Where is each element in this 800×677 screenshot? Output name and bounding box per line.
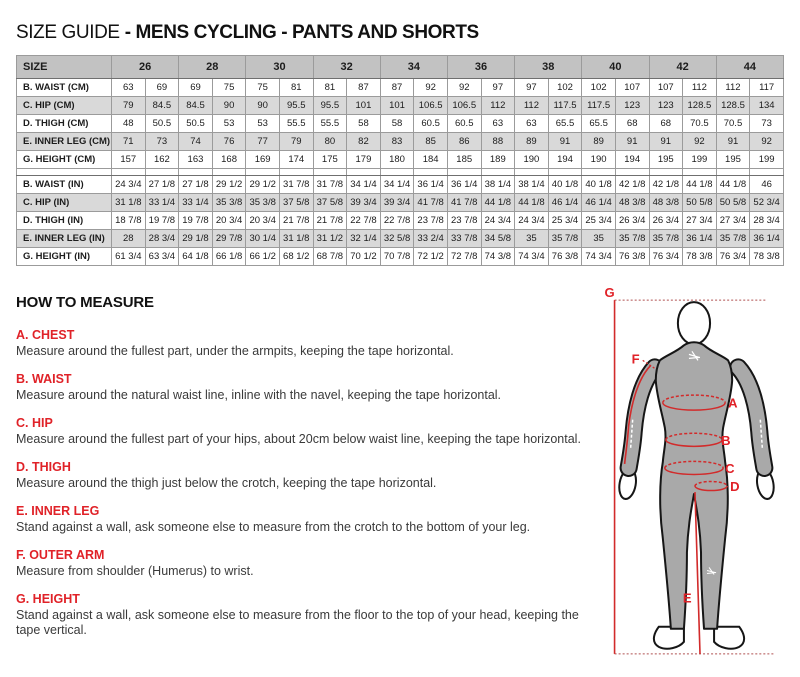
size-cell: 50 5/8: [716, 194, 750, 212]
figure-right-foot: [714, 627, 744, 649]
size-cell: 31 7/8: [279, 176, 313, 194]
diagram-label-g: G: [604, 285, 615, 301]
spacer-cell: [112, 169, 146, 176]
size-cell: 64 1/8: [179, 248, 213, 266]
size-cell: 174: [279, 151, 313, 169]
size-cell: 31 7/8: [313, 176, 347, 194]
row-label: D. THIGH (IN): [17, 212, 112, 230]
size-cell: 60.5: [414, 115, 448, 133]
size-cell: 74: [179, 133, 213, 151]
size-cell: 30 1/4: [246, 230, 280, 248]
size-cell: 107: [615, 79, 649, 97]
size-cell: 42 1/8: [615, 176, 649, 194]
size-cell: 185: [447, 151, 481, 169]
measure-heading: F. OUTER ARM: [16, 548, 105, 562]
table-row: [17, 151, 784, 169]
size-cell: 55.5: [313, 115, 347, 133]
table-row: [17, 212, 784, 230]
size-cell: 31 1/8: [112, 194, 146, 212]
size-cell: 60.5: [447, 115, 481, 133]
size-cell: 63: [112, 79, 146, 97]
measure-text: Measure around the thigh just below the crotch, keeping the tape horizontal.: [16, 476, 437, 490]
size-cell: 163: [179, 151, 213, 169]
size-cell: 72 7/8: [447, 248, 481, 266]
size-cell: 21 7/8: [313, 212, 347, 230]
size-cell: 81: [313, 79, 347, 97]
size-cell: 71: [112, 133, 146, 151]
size-cell: 123: [649, 97, 683, 115]
size-cell: 77: [246, 133, 280, 151]
size-cell: 36 1/4: [683, 230, 717, 248]
diagram-label-e: E: [682, 590, 692, 606]
size-cell: 97: [481, 79, 515, 97]
size-cell: 117.5: [548, 97, 582, 115]
size-cell: 41 7/8: [414, 194, 448, 212]
page-title: [16, 22, 479, 44]
size-col-header: 38: [515, 56, 582, 79]
size-cell: 112: [481, 97, 515, 115]
size-cell: 112: [515, 97, 549, 115]
size-cell: 97: [515, 79, 549, 97]
size-cell: 33 1/4: [179, 194, 213, 212]
size-col-header: 30: [246, 56, 313, 79]
size-cell: 91: [615, 133, 649, 151]
spacer-cell: [145, 169, 179, 176]
size-cell: 70.5: [683, 115, 717, 133]
size-col-header: 34: [380, 56, 447, 79]
spacer-cell: [481, 169, 515, 176]
figure-body: [656, 342, 732, 628]
spacer-cell: [380, 169, 414, 176]
size-cell: 28: [112, 230, 146, 248]
size-cell: 34 1/4: [380, 176, 414, 194]
size-cell: 24 3/4: [481, 212, 515, 230]
spacer-cell: [515, 169, 549, 176]
size-cell: 20 3/4: [212, 212, 246, 230]
size-cell: 19 7/8: [145, 212, 179, 230]
size-cell: 79: [279, 133, 313, 151]
size-cell: 32 1/4: [347, 230, 381, 248]
size-cell: 74 3/4: [515, 248, 549, 266]
size-cell: 66 1/8: [212, 248, 246, 266]
size-cell: 46 1/4: [582, 194, 616, 212]
spacer-cell: [17, 169, 112, 176]
size-cell: 52 3/4: [750, 194, 784, 212]
table-row: [17, 194, 784, 212]
size-cell: 70 7/8: [380, 248, 414, 266]
size-cell: 76 3/4: [649, 248, 683, 266]
size-cell: 25 3/4: [548, 212, 582, 230]
size-cell: 86: [447, 133, 481, 151]
row-label: D. THIGH (CM): [17, 115, 112, 133]
size-cell: 128.5: [683, 97, 717, 115]
size-cell: 195: [716, 151, 750, 169]
spacer-cell: [750, 169, 784, 176]
measure-text: Stand against a wall, ask someone else to measure from the floor to the top of your head, keeping the tape vertical.: [16, 608, 579, 637]
size-cell: 85: [414, 133, 448, 151]
table-row: [17, 248, 784, 266]
size-cell: 84.5: [179, 97, 213, 115]
measure-sections: [16, 328, 594, 638]
size-cell: 169: [246, 151, 280, 169]
size-cell: 63: [481, 115, 515, 133]
measure-text: Stand against a wall, ask someone else to measure from the crotch to the bottom of your leg.: [16, 520, 531, 534]
size-cell: 194: [548, 151, 582, 169]
size-cell: 87: [347, 79, 381, 97]
size-cell: 74 3/4: [582, 248, 616, 266]
size-cell: 90: [212, 97, 246, 115]
size-cell: 75: [246, 79, 280, 97]
measure-heading: B. WAIST: [16, 372, 72, 386]
size-cell: 184: [414, 151, 448, 169]
size-cell: 40 1/8: [548, 176, 582, 194]
table-row: [17, 97, 784, 115]
spacer-cell: [212, 169, 246, 176]
size-cell: 128.5: [716, 97, 750, 115]
measure-heading: E. INNER LEG: [16, 504, 100, 518]
size-col-header: 36: [447, 56, 514, 79]
size-cell: 91: [548, 133, 582, 151]
diagram-label-a: A: [728, 395, 738, 411]
spacer-cell: [716, 169, 750, 176]
size-cell: 35 7/8: [716, 230, 750, 248]
size-cell: 29 1/8: [179, 230, 213, 248]
size-cell: 46 1/4: [548, 194, 582, 212]
size-cell: 76 3/8: [615, 248, 649, 266]
size-cell: 112: [716, 79, 750, 97]
spacer-cell: [447, 169, 481, 176]
size-cell: 37 5/8: [279, 194, 313, 212]
row-label: B. WAIST (IN): [17, 176, 112, 194]
measure-section: [16, 372, 594, 403]
measure-section: [16, 416, 594, 447]
measure-section: [16, 460, 594, 491]
size-cell: 33 1/4: [145, 194, 179, 212]
size-cell: 89: [515, 133, 549, 151]
row-label: G. HEIGHT (CM): [17, 151, 112, 169]
size-cell: 80: [313, 133, 347, 151]
size-cell: 70 1/2: [347, 248, 381, 266]
size-cell: 35: [582, 230, 616, 248]
size-cell: 36 1/4: [750, 230, 784, 248]
size-cell: 70.5: [716, 115, 750, 133]
size-cell: 75: [212, 79, 246, 97]
size-cell: 24 3/4: [112, 176, 146, 194]
size-cell: 44 1/8: [716, 176, 750, 194]
body-measurement-diagram: [598, 283, 800, 677]
size-cell: 27 3/4: [683, 212, 717, 230]
measure-section: [16, 548, 594, 579]
diagram-label-c: C: [725, 460, 735, 476]
size-cell: 27 1/8: [145, 176, 179, 194]
size-cell: 27 1/8: [179, 176, 213, 194]
size-cell: 35 7/8: [548, 230, 582, 248]
size-cell: 61 3/4: [112, 248, 146, 266]
size-cell: 53: [212, 115, 246, 133]
size-col-header: 32: [313, 56, 380, 79]
page-title-prefix: SIZE GUIDE: [16, 22, 120, 43]
size-header-label: SIZE: [17, 56, 112, 79]
size-cell: 44 1/8: [515, 194, 549, 212]
spacer-cell: [347, 169, 381, 176]
measure-text: Measure from shoulder (Humerus) to wrist.: [16, 564, 254, 578]
size-cell: 68 7/8: [313, 248, 347, 266]
diagram-label-b: B: [721, 432, 731, 448]
size-cell: 78 3/8: [750, 248, 784, 266]
measure-section: [16, 328, 594, 359]
table-row: [17, 176, 784, 194]
size-cell: 101: [380, 97, 414, 115]
table-row: [17, 133, 784, 151]
row-label: G. HEIGHT (IN): [17, 248, 112, 266]
size-cell: 195: [649, 151, 683, 169]
size-cell: 162: [145, 151, 179, 169]
size-cell: 48: [112, 115, 146, 133]
size-cell: 19 7/8: [179, 212, 213, 230]
size-cell: 92: [683, 133, 717, 151]
size-cell: 23 7/8: [414, 212, 448, 230]
size-cell: 68: [615, 115, 649, 133]
size-cell: 65.5: [548, 115, 582, 133]
size-col-header: 44: [716, 56, 783, 79]
table-row: [17, 79, 784, 97]
size-cell: 26 3/4: [649, 212, 683, 230]
row-label: B. WAIST (CM): [17, 79, 112, 97]
diagram-label-d: D: [730, 479, 740, 495]
size-cell: 34 1/4: [347, 176, 381, 194]
size-cell: 22 7/8: [347, 212, 381, 230]
spacer-cell: [414, 169, 448, 176]
size-cell: 73: [750, 115, 784, 133]
size-cell: 107: [649, 79, 683, 97]
size-cell: 50.5: [179, 115, 213, 133]
size-cell: 179: [347, 151, 381, 169]
size-cell: 168: [212, 151, 246, 169]
size-cell: 46: [750, 176, 784, 194]
size-cell: 92: [414, 79, 448, 97]
size-cell: 58: [347, 115, 381, 133]
size-cell: 66 1/2: [246, 248, 280, 266]
diagram-label-f: F: [631, 351, 640, 367]
size-cell: 194: [615, 151, 649, 169]
size-cell: 53: [246, 115, 280, 133]
figure-left-arm: [629, 367, 655, 468]
size-col-header: 26: [112, 56, 179, 79]
body-figure-svg: [598, 283, 800, 677]
size-table: [16, 55, 784, 266]
size-cell: 134: [750, 97, 784, 115]
size-cell: 65.5: [582, 115, 616, 133]
size-cell: 157: [112, 151, 146, 169]
size-cell: 117.5: [582, 97, 616, 115]
size-cell: 29 1/2: [212, 176, 246, 194]
size-cell: 32 5/8: [380, 230, 414, 248]
measure-text: Measure around the natural waist line, inline with the navel, keeping the tape horizontal.: [16, 388, 502, 402]
measure-heading: A. CHEST: [16, 328, 75, 342]
spacer-cell: [548, 169, 582, 176]
size-cell: 88: [481, 133, 515, 151]
size-cell: 81: [279, 79, 313, 97]
size-cell: 27 3/4: [716, 212, 750, 230]
size-cell: 68 1/2: [279, 248, 313, 266]
size-cell: 44 1/8: [481, 194, 515, 212]
size-cell: 76: [212, 133, 246, 151]
size-cell: 189: [481, 151, 515, 169]
size-cell: 73: [145, 133, 179, 151]
size-cell: 76 3/4: [716, 248, 750, 266]
size-cell: 90: [246, 97, 280, 115]
spacer-cell: [246, 169, 280, 176]
spacer-cell: [279, 169, 313, 176]
size-cell: 25 3/4: [582, 212, 616, 230]
size-cell: 35 7/8: [615, 230, 649, 248]
spacer-cell: [582, 169, 616, 176]
size-cell: 23 7/8: [447, 212, 481, 230]
size-cell: 68: [649, 115, 683, 133]
size-cell: 36 1/4: [414, 176, 448, 194]
size-cell: 91: [649, 133, 683, 151]
size-cell: 21 7/8: [279, 212, 313, 230]
size-cell: 35 7/8: [649, 230, 683, 248]
size-cell: 69: [145, 79, 179, 97]
measure-text: Measure around the fullest part of your hips, about 20cm below waist line, keeping the tape horizontal.: [16, 432, 581, 446]
size-cell: 33 2/4: [414, 230, 448, 248]
table-row: [17, 115, 784, 133]
size-cell: 26 3/4: [615, 212, 649, 230]
figure-right-arm: [738, 367, 764, 468]
size-cell: 58: [380, 115, 414, 133]
row-label: E. INNER LEG (CM): [17, 133, 112, 151]
size-cell: 69: [179, 79, 213, 97]
size-cell: 36 1/4: [447, 176, 481, 194]
size-cell: 28 3/4: [750, 212, 784, 230]
spacer-cell: [683, 169, 717, 176]
size-cell: 48 3/8: [649, 194, 683, 212]
size-cell: 55.5: [279, 115, 313, 133]
size-cell: 35 3/8: [246, 194, 280, 212]
size-cell: 190: [582, 151, 616, 169]
measure-section: [16, 504, 594, 535]
size-cell: 199: [683, 151, 717, 169]
size-cell: 82: [347, 133, 381, 151]
size-cell: 35: [515, 230, 549, 248]
table-row: [17, 230, 784, 248]
measure-heading: G. HEIGHT: [16, 592, 80, 606]
size-cell: 34 5/8: [481, 230, 515, 248]
size-cell: 29 1/2: [246, 176, 280, 194]
size-cell: 199: [750, 151, 784, 169]
size-cell: 123: [615, 97, 649, 115]
size-cell: 74 3/8: [481, 248, 515, 266]
size-cell: 84.5: [145, 97, 179, 115]
size-cell: 22 7/8: [380, 212, 414, 230]
figure-head: [678, 302, 710, 344]
size-cell: 39 3/4: [347, 194, 381, 212]
spacer-cell: [179, 169, 213, 176]
size-cell: 102: [582, 79, 616, 97]
measure-text: Measure around the fullest part, under the armpits, keeping the tape horizontal.: [16, 344, 454, 358]
size-col-header: 42: [649, 56, 716, 79]
size-cell: 63 3/4: [145, 248, 179, 266]
size-cell: 39 3/4: [380, 194, 414, 212]
size-cell: 78 3/8: [683, 248, 717, 266]
spacer-cell: [313, 169, 347, 176]
size-cell: 92: [447, 79, 481, 97]
spacer-cell: [615, 169, 649, 176]
spacer-cell: [649, 169, 683, 176]
measure-section: [16, 592, 594, 638]
size-cell: 72 1/2: [414, 248, 448, 266]
page-title-bold: - MENS CYCLING - PANTS AND SHORTS: [124, 22, 479, 43]
size-cell: 38 1/4: [515, 176, 549, 194]
size-cell: 44 1/8: [683, 176, 717, 194]
size-cell: 42 1/8: [649, 176, 683, 194]
size-cell: 180: [380, 151, 414, 169]
size-cell: 101: [347, 97, 381, 115]
size-col-header: 28: [179, 56, 246, 79]
row-label: C. HIP (IN): [17, 194, 112, 212]
row-label: E. INNER LEG (IN): [17, 230, 112, 248]
size-cell: 76 3/8: [548, 248, 582, 266]
size-cell: 33 7/8: [447, 230, 481, 248]
measure-heading: D. THIGH: [16, 460, 71, 474]
size-cell: 89: [582, 133, 616, 151]
size-cell: 63: [515, 115, 549, 133]
size-cell: 95.5: [279, 97, 313, 115]
size-cell: 95.5: [313, 97, 347, 115]
size-cell: 92: [750, 133, 784, 151]
size-cell: 18 7/8: [112, 212, 146, 230]
size-cell: 112: [683, 79, 717, 97]
size-cell: 106.5: [447, 97, 481, 115]
size-cell: 28 3/4: [145, 230, 179, 248]
size-cell: 31 1/8: [279, 230, 313, 248]
size-cell: 37 5/8: [313, 194, 347, 212]
size-cell: 38 1/4: [481, 176, 515, 194]
size-cell: 190: [515, 151, 549, 169]
size-cell: 24 3/4: [515, 212, 549, 230]
size-cell: 79: [112, 97, 146, 115]
size-cell: 50 5/8: [683, 194, 717, 212]
size-cell: 106.5: [414, 97, 448, 115]
size-cell: 117: [750, 79, 784, 97]
size-cell: 175: [313, 151, 347, 169]
measure-heading: C. HIP: [16, 416, 53, 430]
how-to-measure-section: [16, 294, 594, 651]
figure-left-foot: [654, 627, 684, 649]
size-cell: 20 3/4: [246, 212, 280, 230]
how-to-measure-heading: HOW TO MEASURE: [16, 294, 154, 311]
size-cell: 50.5: [145, 115, 179, 133]
size-cell: 40 1/8: [582, 176, 616, 194]
row-label: C. HIP (CM): [17, 97, 112, 115]
size-cell: 91: [716, 133, 750, 151]
size-cell: 83: [380, 133, 414, 151]
size-cell: 41 7/8: [447, 194, 481, 212]
unit-separator-row: [17, 169, 784, 176]
size-cell: 35 3/8: [212, 194, 246, 212]
size-cell: 48 3/8: [615, 194, 649, 212]
size-cell: 87: [380, 79, 414, 97]
size-col-header: 40: [582, 56, 649, 79]
size-cell: 29 7/8: [212, 230, 246, 248]
size-cell: 102: [548, 79, 582, 97]
size-cell: 31 1/2: [313, 230, 347, 248]
